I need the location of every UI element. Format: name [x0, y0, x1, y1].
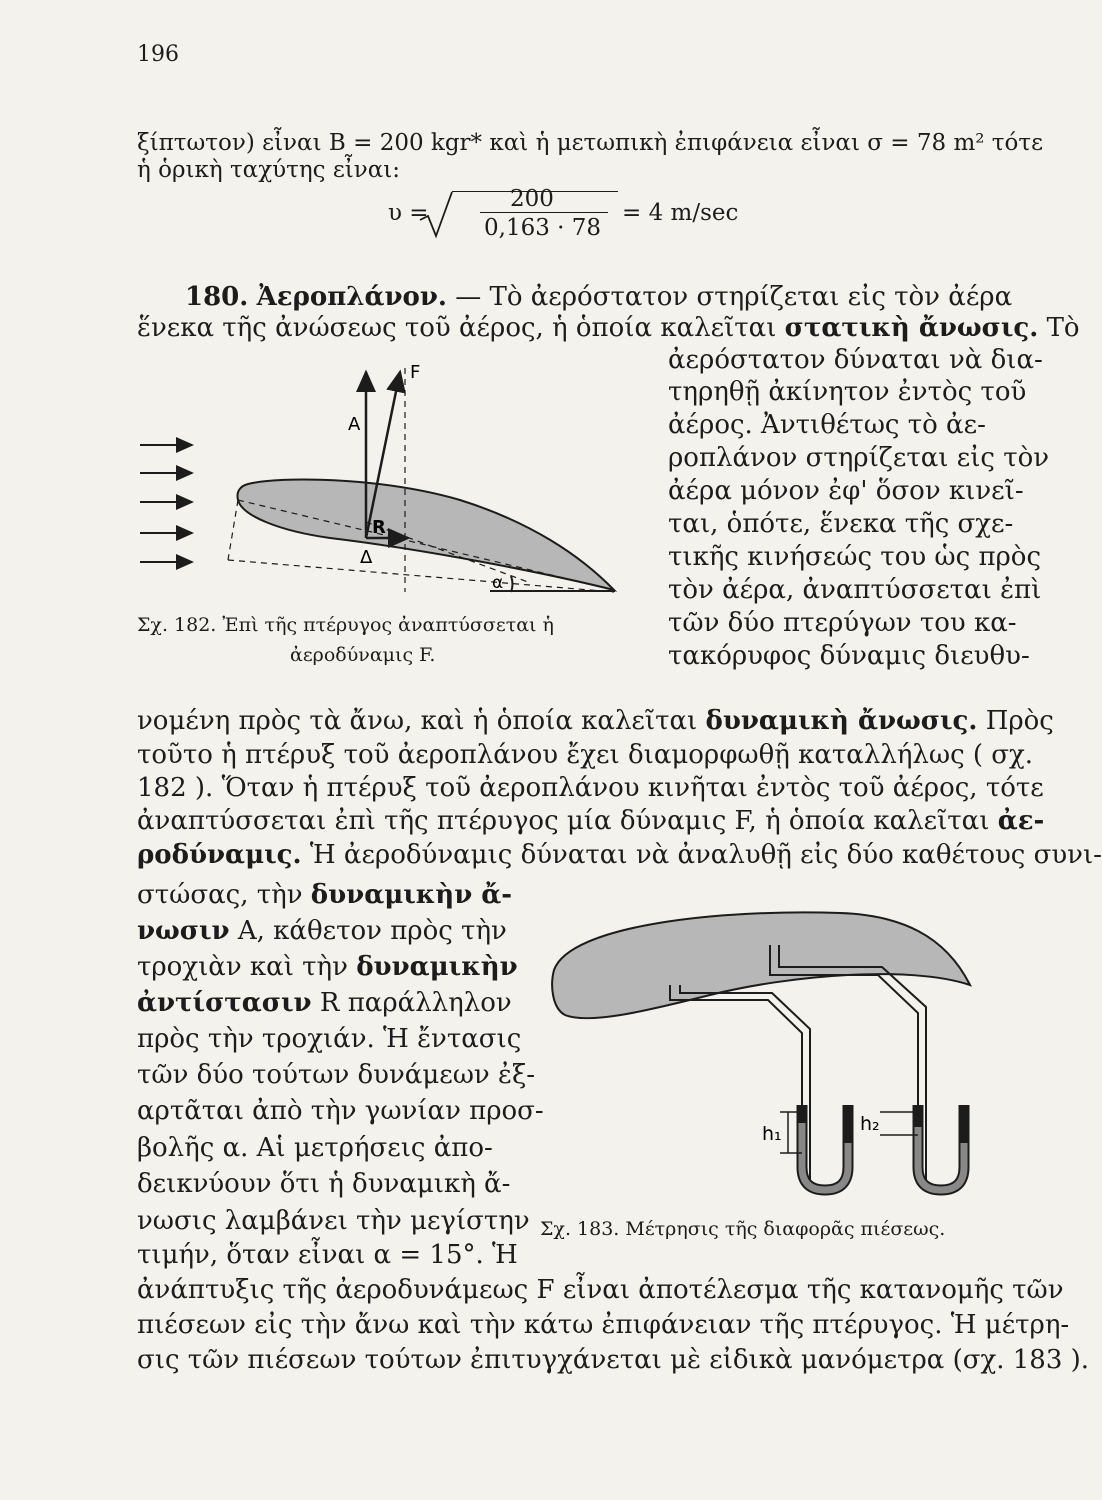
left-line: βολῆς α. Αἱ μετρήσεις ἀπο-	[137, 1133, 493, 1163]
fig182-caption-line-1: Σχ. 182. Ἐπὶ τῆς πτέρυγος ἀναπτύσσεται ἡ	[137, 614, 554, 636]
intro-line-2: ἡ ὁρικὴ ταχύτης εἶναι:	[137, 157, 401, 183]
airflow-arrows	[140, 445, 192, 562]
right-line: ται, ὁπότε, ἕνεκα τῆς σχε-	[668, 509, 1014, 539]
left-line: τῶν δύο τούτων δυνάμεων ἐξ-	[137, 1060, 536, 1090]
section-line2-end: Τὸ	[1046, 313, 1080, 343]
body-text: Ἡ ἀεροδύναμις δύναται νὰ ἀναλυθῇ εἰς δύο καθέτους συνι-	[309, 840, 1102, 870]
right-line: τακόρυφος δύναμις διευθυ-	[668, 641, 1030, 671]
tube-1	[670, 985, 810, 1185]
left-text: τροχιὰν καὶ τὴν	[137, 952, 357, 982]
fig182-caption-line-2: ἀεροδύναμις F.	[290, 644, 436, 666]
right-line: τὸν ἀέρα, ἀναπτύσσεται ἐπὶ	[668, 575, 1042, 605]
left-line: αρτᾶται ἀπὸ τὴν γωνίαν προσ-	[137, 1096, 544, 1126]
left-line: νωσις λαμβάνει τὴν μεγίστην	[137, 1206, 530, 1236]
formula-numerator: 200	[510, 186, 554, 212]
wing-profile	[237, 479, 614, 590]
closing-line: ἀνάπτυξις τῆς ἀεροδυνάμεως F εἶναι ἀποτέλεσμα τῆς κατανομῆς τῶν	[137, 1275, 1064, 1305]
left-line	[137, 952, 518, 982]
left-bold: δυναμικὴν ἄ-	[310, 880, 513, 910]
figure-183-manometer	[540, 905, 980, 1205]
u-tube-1	[802, 1105, 848, 1190]
term-aerodynamic: ἀε-	[997, 806, 1045, 836]
body-line: τοῦτο ἡ πτέρυξ τοῦ ἀεροπλάνου ἔχει διαμορφωθῇ καταλλήλως ( σχ.	[137, 740, 1034, 770]
right-line: τηρηθῇ ἀκίνητον ἐντὸς τοῦ	[668, 377, 1027, 407]
formula-denominator: 0,163 · 78	[484, 215, 602, 241]
closing-line: πιέσεων εἰς τὴν ἄνω καὶ τὴν κάτω ἐπιφάνειαν τῆς πτέρυγος. Ἡ μέτρη-	[137, 1310, 1070, 1340]
body-text: Πρὸς	[985, 706, 1054, 736]
section-dash: —	[455, 282, 482, 312]
body-line	[137, 806, 1044, 836]
closing-line: σις τῶν πιέσεων τούτων ἐπιτυγχάνεται μὲ εἰδικὰ μανόμετρα (σχ. 183 ).	[137, 1345, 1090, 1375]
fig183-caption: Σχ. 183. Μέτρησις τῆς διαφορᾶς πιέσεως.	[540, 1218, 946, 1240]
left-line: δεικνύουν ὅτι ἡ δυναμικὴ ἄ-	[137, 1169, 511, 1199]
left-line	[137, 988, 512, 1018]
label-h1: h₁	[762, 1123, 782, 1145]
body-line	[137, 706, 1054, 736]
figure-182-wing-forces	[130, 350, 660, 610]
body-line	[137, 840, 1102, 870]
body-text: νομένη πρὸς τὰ ἄνω, καὶ ἡ ὁποία καλεῖται	[137, 706, 698, 736]
right-line: ἀέρος. Ἀντιθέτως τὸ ἀε-	[668, 410, 986, 440]
label-A: A	[348, 414, 361, 435]
section-line-1	[185, 282, 1012, 312]
page-number: 196	[137, 42, 179, 67]
left-bold: δυναμικὴν	[356, 952, 518, 982]
u-tube-2	[918, 1105, 964, 1190]
formula-result: = 4 m/sec	[622, 200, 739, 226]
intro-line-1: ξίπτωτον) εἶναι B = 200 kgr* καὶ ἡ μετωπικὴ ἐπιφάνεια εἶναι σ = 78 m² τότε	[137, 130, 1044, 156]
term-aerodynamic-end: ροδύναμις.	[137, 840, 302, 870]
body-text: ἀναπτύσσεται ἐπὶ τῆς πτέρυγος μία δύναμις F, ἡ ὁποία καλεῖται	[137, 806, 990, 836]
body-line: 182 ). Ὅταν ἡ πτέρυξ τοῦ ἀεροπλάνου κινῆται ἐντὸς τοῦ ἀέρος, τότε	[137, 773, 1044, 803]
left-text: A, κάθετον πρὸς τὴν	[229, 916, 507, 946]
right-line: ἀερόστατον δύναται νὰ δια-	[668, 345, 1043, 375]
angle-arc	[511, 576, 513, 592]
left-text: R παράλληλον	[311, 988, 512, 1018]
section-number: 180.	[185, 282, 249, 312]
left-line: τιμήν, ὅταν εἶναι α = 15°. Ἡ	[137, 1240, 518, 1270]
section-line1-text: Τὸ ἀερόστατον στηρίζεται εἰς τὸν ἀέρα	[489, 282, 1013, 312]
right-line: ἀέρα μόνον ἐφ' ὅσον κινεῖ-	[668, 476, 1024, 506]
left-text: στώσας, τὴν	[137, 880, 311, 910]
right-line: ροπλάνον στηρίζεται εἰς τὸν	[668, 443, 1050, 473]
label-alpha: α	[492, 573, 504, 593]
section-line2-text: ἕνεκα τῆς ἀνώσεως τοῦ ἀέρος, ἡ ὁποία καλεῖται	[137, 313, 777, 343]
label-delta: Δ	[360, 547, 373, 568]
term-static-lift: στατικὴ ἄνωσις.	[784, 313, 1039, 343]
left-line	[137, 880, 512, 910]
label-R: R	[372, 517, 386, 538]
left-bold: ἀντίστασιν	[137, 988, 312, 1018]
left-line: πρὸς τὴν τροχιάν. Ἡ ἔντασις	[137, 1024, 522, 1054]
section-line-2	[137, 313, 1080, 343]
formula-lhs: υ =	[388, 200, 429, 226]
left-line	[137, 916, 507, 946]
section-title: Ἀεροπλάνον.	[256, 282, 447, 312]
label-h2: h₂	[860, 1113, 880, 1135]
left-bold: νωσιν	[137, 916, 230, 946]
right-line: τῶν δύο πτερύγων του κα-	[668, 608, 1017, 638]
right-line: τικῆς κινήσεώς του ὡς πρὸς	[668, 542, 1042, 572]
label-F: F	[410, 362, 421, 383]
term-dynamic-lift: δυναμικὴ ἄνωσις.	[705, 706, 978, 736]
